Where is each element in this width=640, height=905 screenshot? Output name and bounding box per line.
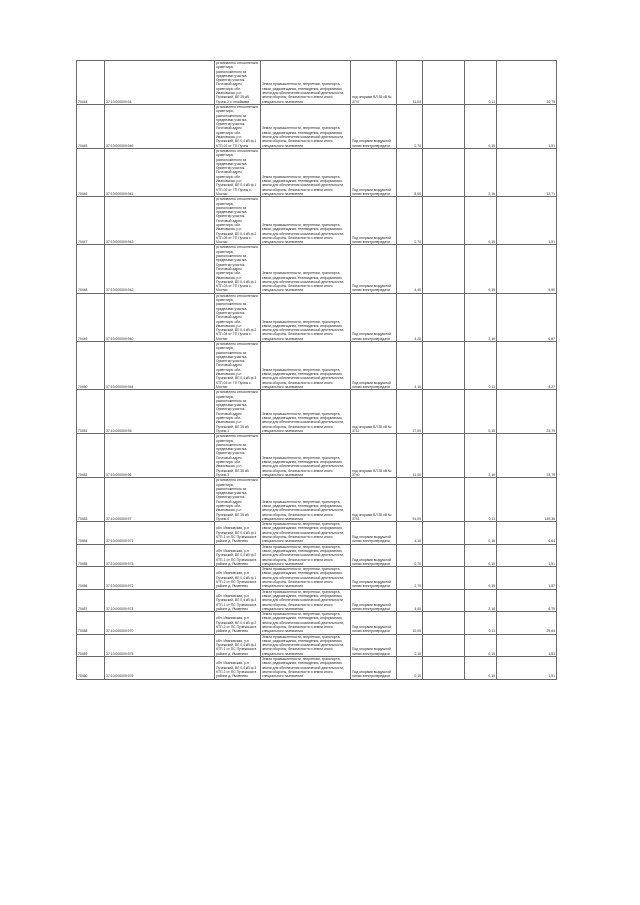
cadastral-number-cell: 37:10:000000:941 [105, 148, 215, 196]
sum-cell: 12,71 [497, 148, 557, 196]
rate-cell: 0,15 [465, 657, 497, 679]
permitted-use-cell: Под опорами воздушной линии электропередачи [351, 657, 397, 679]
empty-cell [423, 657, 465, 679]
sum-cell: 1,51 [497, 104, 557, 148]
permitted-use-cell: Под опорами воздушной линии электропередачи [351, 197, 397, 245]
area-cell: 0,10 [397, 657, 423, 679]
row-id-cell: 70460 [77, 657, 105, 679]
land-category-cell: Земли промышленности, энергетики, транспорта, связи, радиовещания, телевидения, информатики, земли для обеспечения космической деятельности, земли обороны, безопасности и земли иного специального назначения [261, 148, 351, 196]
rate-cell: 0,16 [465, 522, 497, 544]
permitted-use-cell: Под опорами воздушной линии электропередачи [351, 522, 397, 544]
land-category-cell: Земли промышленности, энергетики, транспорта, связи, радиовещания, телевидения, информатики, земли для обеспечения космической деятельности, земли обороны, безопасности и земли иного специального назначения [261, 390, 351, 434]
rate-cell: 0,11 [465, 342, 497, 390]
rate-cell: 2,16 [465, 293, 497, 341]
land-category-cell: Земли промышленности, энергетики, транспорта, связи, радиовещания, телевидения, информатики, земли для обеспечения космической деятельности, земли обороны, безопасности и земли иного специального назначения [261, 612, 351, 634]
empty-cell [423, 567, 465, 589]
empty-cell [423, 434, 465, 478]
empty-cell [423, 589, 465, 611]
location-cell: обл. Ивановская, р-н Пучежский, ВЛ 0,4 кВ ф.4 КТП-1 от ПС Пучежская в районе д. Ячменево [215, 634, 261, 656]
table-row [77, 245, 557, 293]
sum-cell: 23,79 [497, 390, 557, 434]
permitted-use-cell: под опорами ВЛ 35 кВ № 3741 [351, 478, 397, 522]
area-cell: 17,00 [397, 390, 423, 434]
sum-cell: 29,64 [497, 612, 557, 634]
table-row [77, 390, 557, 434]
empty-cell [423, 342, 465, 390]
land-category-cell: Земли промышленности, энергетики, транспорта, связи, радиовещания, телевидения, информатики, земли для обеспечения космической деятельности, земли обороны, безопасности и земли иного специального назначения [261, 61, 351, 105]
cadastral-number-cell: 37:10:000000:944 [105, 342, 215, 390]
cadastral-number-cell: 37:10:000000:975 [105, 634, 215, 656]
location-cell: установлено относительно ориентира, расположенного за пределами участка. Ориентир участок. Почтовый адрес ориентира: обл. Ивановская, р-н Пучежский, ВЛ 0,4 кВ ф.1 КТП-01 от ТП Пучеж [215, 104, 261, 148]
empty-cell [423, 390, 465, 434]
cadastral-number-cell: 37:10:000000:971 [105, 522, 215, 544]
rate-cell: 0,15 [465, 104, 497, 148]
sum-cell: 23,79 [497, 434, 557, 478]
location-cell: обл. Ивановская, р-н Пучежский, ВЛ 0,4 кВ ф.1 КТП-2 от ПС Пучежская в районе д. Ячменево [215, 567, 261, 589]
empty-cell [423, 197, 465, 245]
area-cell: 10,00 [397, 612, 423, 634]
location-cell: обл. Ивановская, р-н Пучежский, ВЛ 0,4 кВ ф.2 КТП-2 от ПС Пучежская в районе д. Ячменево [215, 612, 261, 634]
sum-cell: 1,87 [497, 567, 557, 589]
row-id-cell: 70458 [77, 612, 105, 634]
row-id-cell: 70454 [77, 522, 105, 544]
location-cell: обл. Ивановская, р-н Пучежский, ВЛ 0,4 кВ ф.3 КТП-1 от ПС Пучежская в районе д. Ячменево [215, 589, 261, 611]
land-category-cell: Земли промышленности, энергетики, транспорта, связи, радиовещания, телевидения, информатики, земли для обеспечения космической деятельности, земли обороны, безопасности и земли иного специального назначения [261, 197, 351, 245]
area-cell: 4,40 [397, 245, 423, 293]
sum-cell: 4,27 [497, 342, 557, 390]
cadastral-number-cell: 37:10:000000:974 [105, 589, 215, 611]
rate-cell: 0,11 [465, 61, 497, 105]
area-cell: 4,10 [397, 522, 423, 544]
table-row [77, 544, 557, 566]
permitted-use-cell: под опорами ВЛ 35 кВ № 3711 [351, 390, 397, 434]
table-row [77, 657, 557, 679]
sum-cell: 1,51 [497, 634, 557, 656]
row-id-cell: 70459 [77, 634, 105, 656]
location-cell: установлено относительно ориентира, расположенного за пределами участка. Ориентир участок. Почтовый адрес ориентира: обл. Ивановская, р-н Пучежский, ВЛ 0,4 кВ ф.1 КТП-03 от ТП Пучеж с. Мостки [215, 245, 261, 293]
row-id-cell: 70455 [77, 544, 105, 566]
location-cell: установлено относительно ориентира, расположенного за пределами участка. Ориентир участок. Почтовый адрес ориентира: обл. Ивановская, р-н Пучежский, ВЛ 35 кВ Пучеж-4 [215, 478, 261, 522]
land-category-cell: Земли промышленности, энергетики, транспорта, связи, радиовещания, телевидения, информатики, земли для обеспечения космической деятельности, земли обороны, безопасности и земли иного специального назначения [261, 434, 351, 478]
area-cell: 8,00 [397, 148, 423, 196]
land-category-cell: Земли промышленности, энергетики, транспорта, связи, радиовещания, телевидения, информатики, земли для обеспечения космической деятельности, земли обороны, безопасности и земли иного специального назначения [261, 342, 351, 390]
empty-cell [423, 544, 465, 566]
location-cell: обл. Ивановская, р-н Пучежский, ВЛ 0,4 кВ ф.1 КТП-1 от ПС Пучежская в районе д. Ячменево [215, 522, 261, 544]
sum-cell: 149,36 [497, 478, 557, 522]
table-row [77, 293, 557, 341]
sum-cell: 1,51 [497, 544, 557, 566]
permitted-use-cell: Под опорами воздушной линии электропередачи [351, 293, 397, 341]
rate-cell: 0,11 [465, 612, 497, 634]
rate-cell: 0,15 [465, 544, 497, 566]
table-row [77, 104, 557, 148]
row-id-cell: 70456 [77, 567, 105, 589]
row-id-cell: 70457 [77, 589, 105, 611]
area-cell: 0,70 [397, 104, 423, 148]
land-plots-table [76, 60, 557, 680]
cadastral-number-cell: 37:10:000000:94 [105, 61, 215, 105]
land-category-cell: Земли промышленности, энергетики, транспорта, связи, радиовещания, телевидения, информатики, земли для обеспечения космической деятельности, земли обороны, безопасности и земли иного специального назначения [261, 544, 351, 566]
table-row [77, 612, 557, 634]
rate-cell: 2,16 [465, 589, 497, 611]
sum-cell: 9,50 [497, 245, 557, 293]
row-id-cell: 70447 [77, 197, 105, 245]
empty-cell [423, 104, 465, 148]
cadastral-number-cell: 37:10:000000:97 [105, 478, 215, 522]
table-row [77, 567, 557, 589]
location-cell: установлено относительно ориентира, расположенного за пределами участка. Ориентир участок. Почтовый адрес ориентира: обл. Ивановская, р-н Пучежский, ВЛ 0,4 кВ ф.2 КТП-05 от ТП Пучеж с. Мостки [215, 197, 261, 245]
rate-cell: 0,11 [465, 478, 497, 522]
empty-cell [423, 634, 465, 656]
empty-cell [423, 612, 465, 634]
table-row [77, 434, 557, 478]
row-id-cell: 70453 [77, 478, 105, 522]
area-cell: 4,20 [397, 293, 423, 341]
land-category-cell: Земли промышленности, энергетики, транспорта, связи, радиовещания, телевидения, информатики, земли для обеспечения космической деятельности, земли обороны, безопасности и земли иного специального назначения [261, 478, 351, 522]
location-cell: установлено относительно ориентира, расположенного за пределами участка. Ориентир участок. Почтовый адрес ориентира: обл. Ивановская, р-н Пучежский, ВЛ 35 кВ Пучеж-2 с отпайками [215, 61, 261, 105]
cadastral-number-cell: 37:10:000000:942 [105, 245, 215, 293]
row-id-cell: 70445 [77, 104, 105, 148]
cadastral-number-cell: 37:10:000000:946 [105, 104, 215, 148]
area-cell: 4,00 [397, 589, 423, 611]
permitted-use-cell: Под опорами воздушной линии электропередачи [351, 104, 397, 148]
empty-cell [423, 245, 465, 293]
sum-cell: 20,79 [497, 61, 557, 105]
table-row [77, 478, 557, 522]
land-category-cell: Земли промышленности, энергетики, транспорта, связи, радиовещания, телевидения, информатики, земли для обеспечения космической деятельности, земли обороны, безопасности и земли иного специального назначения [261, 589, 351, 611]
location-cell: установлено относительно ориентира, расположенного за пределами участка. Ориентир участок. Почтовый адрес ориентира: обл. Ивановская, р-н Пучежский, ВЛ 35 кВ Пучеж-1 [215, 390, 261, 434]
location-cell: установлено относительно ориентира, расположенного за пределами участка. Ориентир участок. Почтовый адрес ориентира: обл. Ивановская, р-н Пучежский, ВЛ 0,4 кВ ф.1 КТП-02 от ТП Пучеж с. Мостки [215, 148, 261, 196]
area-cell: 2,70 [397, 567, 423, 589]
cadastral-number-cell: 37:10:000000:972 [105, 567, 215, 589]
empty-cell [423, 478, 465, 522]
cadastral-number-cell: 37:10:000000:970 [105, 612, 215, 634]
land-category-cell: Земли промышленности, энергетики, транспорта, связи, радиовещания, телевидения, информатики, земли для обеспечения космической деятельности, земли обороны, безопасности и земли иного специального назначения [261, 522, 351, 544]
permitted-use-cell: Под опорами воздушной линии электропередачи [351, 544, 397, 566]
area-cell: 11,00 [397, 61, 423, 105]
row-id-cell: 70449 [77, 293, 105, 341]
row-id-cell: 70451 [77, 390, 105, 434]
cadastral-number-cell: 37:10:000000:940 [105, 293, 215, 341]
permitted-use-cell: Под опорами воздушной линии электропередачи [351, 567, 397, 589]
location-cell: установлено относительно ориентира, расположенного за пределами участка. Ориентир участок. Почтовый адрес ориентира: обл. Ивановская, р-н Пучежский, ВЛ 0,4 кВ ф.2 КТП-04 от ТП Пучеж с. Мостки [215, 293, 261, 341]
row-id-cell: 70452 [77, 434, 105, 478]
permitted-use-cell: Под опорами воздушной линии электропередачи [351, 634, 397, 656]
sum-cell: 6,67 [497, 293, 557, 341]
sum-cell: 6,64 [497, 522, 557, 544]
rate-cell: 0,15 [465, 567, 497, 589]
land-category-cell: Земли промышленности, энергетики, транспорта, связи, радиовещания, телевидения, информатики, земли для обеспечения космической деятельности, земли обороны, безопасности и земли иного специального назначения [261, 657, 351, 679]
cadastral-number-cell: 37:10:000000:96 [105, 434, 215, 478]
land-category-cell: Земли промышленности, энергетики, транспорта, связи, радиовещания, телевидения, информатики, земли для обеспечения космической деятельности, земли обороны, безопасности и земли иного специального назначения [261, 245, 351, 293]
table-row [77, 61, 557, 105]
row-id-cell: 70446 [77, 148, 105, 196]
sum-cell: 1,51 [497, 197, 557, 245]
permitted-use-cell: Под опорами воздушной линии электропередачи [351, 148, 397, 196]
permitted-use-cell: Под опорами воздушной линии электропередачи [351, 589, 397, 611]
rate-cell: 0,15 [465, 634, 497, 656]
table-row [77, 589, 557, 611]
area-cell: 0,10 [397, 634, 423, 656]
location-cell: установлено относительно ориентира, расположенного за пределами участка. Ориентир участок. Почтовый адрес ориентира: обл. Ивановская, р-н Пучежский, ВЛ 35 кВ Пучеж-3 [215, 434, 261, 478]
area-cell: 4,10 [397, 342, 423, 390]
empty-cell [423, 293, 465, 341]
rate-cell: 0,15 [465, 197, 497, 245]
land-category-cell: Земли промышленности, энергетики, транспорта, связи, радиовещания, телевидения, информатики, земли для обеспечения космической деятельности, земли обороны, безопасности и земли иного специального назначения [261, 293, 351, 341]
cadastral-number-cell: 37:10:000000:976 [105, 657, 215, 679]
permitted-use-cell: Под опорами воздушной линии электропередачи [351, 245, 397, 293]
rate-cell: 0,15 [465, 245, 497, 293]
rate-cell: 2,16 [465, 148, 497, 196]
table-row [77, 522, 557, 544]
permitted-use-cell: Под опорами воздушной линии электропередачи [351, 612, 397, 634]
table-row [77, 634, 557, 656]
rate-cell: 0,15 [465, 390, 497, 434]
land-category-cell: Земли промышленности, энергетики, транспорта, связи, радиовещания, телевидения, информатики, земли для обеспечения космической деятельности, земли обороны, безопасности и земли иного специального назначения [261, 634, 351, 656]
area-cell: 11,00 [397, 434, 423, 478]
land-category-cell: Земли промышленности, энергетики, транспорта, связи, радиовещания, телевидения, информатики, земли для обеспечения космической деятельности, земли обороны, безопасности и земли иного специального назначения [261, 104, 351, 148]
row-id-cell: 70444 [77, 61, 105, 105]
area-cell: 91,00 [397, 478, 423, 522]
sum-cell: 1,51 [497, 657, 557, 679]
cadastral-number-cell: 37:10:000000:95 [105, 390, 215, 434]
area-cell: 0,70 [397, 197, 423, 245]
location-cell: установлено относительно ориентира, расположенного за пределами участка. Ориентир участок. Почтовый адрес ориентира: обл. Ивановская, р-н Пучежский, ВЛ 0,4 кВ ф.3 КТП-03 от ТП Пучеж с. Мостки [215, 342, 261, 390]
row-id-cell: 70448 [77, 245, 105, 293]
empty-cell [423, 61, 465, 105]
location-cell: обл. Ивановская, р-н Пучежский, ВЛ 0,4 кВ ф.3 КТП-2 от ПС Пучежская в районе д. Ячменево [215, 657, 261, 679]
permitted-use-cell: Под опорами воздушной линии электропередачи [351, 342, 397, 390]
table-row [77, 148, 557, 196]
cadastral-number-cell: 37:10:000000:973 [105, 544, 215, 566]
land-category-cell: Земли промышленности, энергетики, транспорта, связи, радиовещания, телевидения, информатики, земли для обеспечения космической деятельности, земли обороны, безопасности и земли иного специального назначения [261, 567, 351, 589]
cadastral-number-cell: 37:10:000000:943 [105, 197, 215, 245]
table-row [77, 342, 557, 390]
permitted-use-cell: под опорами ВЛ 35 кВ № 3747 [351, 61, 397, 105]
sum-cell: 6,79 [497, 589, 557, 611]
empty-cell [423, 522, 465, 544]
row-id-cell: 70450 [77, 342, 105, 390]
table-row [77, 197, 557, 245]
permitted-use-cell: под опорами ВЛ 35 кВ № 3740 [351, 434, 397, 478]
area-cell: 0,70 [397, 544, 423, 566]
rate-cell: 2,16 [465, 434, 497, 478]
empty-cell [423, 148, 465, 196]
location-cell: обл. Ивановская, р-н Пучежский, ВЛ 0,4 кВ ф.2 КТП-1 от ПС Пучежская в районе д. Ячменево [215, 544, 261, 566]
